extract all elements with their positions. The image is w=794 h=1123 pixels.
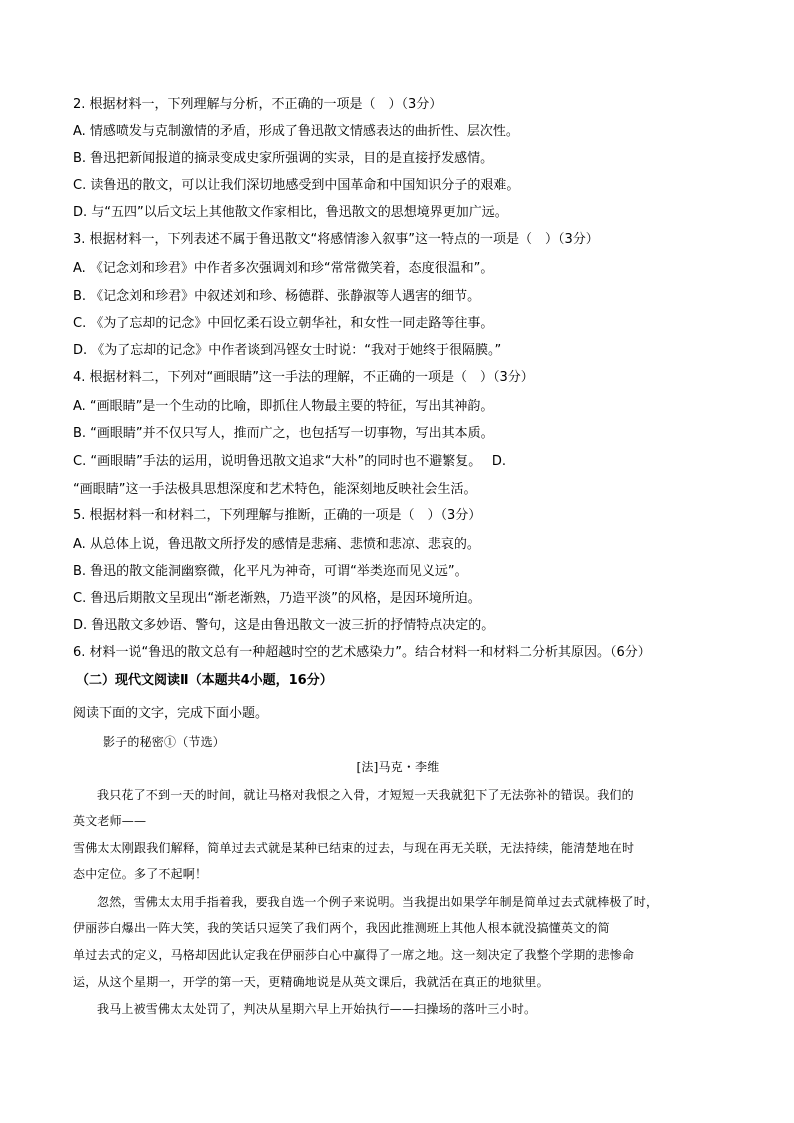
- question-2-option-d: D. 与“五四”以后文坛上其他散文作家相比，鲁迅散文的思想境界更加广远。: [73, 205, 508, 220]
- question-4-option-b: B. “画眼睛”并不仅只写人，推而广之，也包括写一切事物，写出其本质。: [73, 426, 494, 441]
- question-5-option-c: C. 鲁迅后期散文呈现出“渐老渐熟，乃造平淡”的风格，是因环境所迫。: [73, 591, 481, 606]
- question-4-stem: 4. 根据材料二，下列对“画眼睛”这一手法的理解，不正确的一项是（ ）（3分）: [73, 370, 534, 385]
- question-2-stem: 2. 根据材料一，下列理解与分析，不正确的一项是（ ）（3分）: [73, 97, 443, 112]
- story-paragraph-1-line-1: 我只花了不到一天的时间，就让马格对我恨之入骨，才短短一天我就犯下了无法弥补的错误。我们的: [97, 788, 634, 802]
- story-paragraph-2-line-1: 雪佛太太刚跟我们解释，简单过去式就是某种已结束的过去，与现在再无关联，无法持续，能清楚地在时: [73, 841, 635, 855]
- story-paragraph-3-line-4: 运，从这个星期一，开学的第一天，更精确地说是从英文课后，我就活在真正的地狱里。: [73, 975, 549, 989]
- section-2-heading: （二）现代文阅读Ⅱ（本题共4小题，16分）: [76, 673, 333, 688]
- story-paragraph-4-line-1: 我马上被雪佛太太处罚了，判决从星期六早上开始执行——扫操场的落叶三小时。: [97, 1002, 537, 1016]
- question-4-option-c: C. “画眼睛”手法的运用，说明鲁迅散文追求“大朴”的同时也不避繁复。 D.: [73, 454, 507, 469]
- story-paragraph-3-line-3: 单过去式的定义，马格却因此认定我在伊丽莎白心中赢得了一席之地。这一刻决定了我整个学期的悲惨命: [73, 948, 635, 962]
- question-6-stem: 6. 材料一说“鲁迅的散文总有一种超越时空的艺术感染力”。结合材料一和材料二分析其原因。（6分）: [73, 645, 651, 660]
- question-2-option-c: C. 读鲁迅的散文，可以让我们深切地感受到中国革命和中国知识分子的艰难。: [73, 178, 520, 193]
- question-3-option-b: B. 《记念刘和珍君》中叙述刘和珍、杨德群、张静淑等人遇害的细节。: [73, 289, 481, 304]
- question-5-stem: 5. 根据材料一和材料二，下列理解与推断，正确的一项是（ ）（3分）: [73, 508, 482, 523]
- story-paragraph-3-line-1: 忽然，雪佛太太用手指着我，要我自选一个例子来说明。当我提出如果学年制是简单过去式就棒极了时，: [97, 895, 659, 909]
- question-3-option-d: D. 《为了忘却的记念》中作者谈到冯铿女士时说：“我对于她终于很隔膜。”: [73, 343, 502, 358]
- question-2-option-a: A. 情感喷发与克制激情的矛盾，形成了鲁迅散文情感表达的曲折性、层次性。: [73, 124, 519, 139]
- story-paragraph-1-line-2: 英文老师——: [73, 814, 147, 828]
- story-paragraph-3-line-2: 伊丽莎白爆出一阵大笑，我的笑话只逗笑了我们两个，我因此推测班上其他人根本就没搞懂英文的简: [73, 921, 610, 935]
- question-3-stem: 3. 根据材料一，下列表述不属于鲁迅散文“将感情渗入叙事”这一特点的一项是（ ）（3分）: [73, 232, 599, 247]
- question-5-option-d: D. 鲁迅散文多妙语、警句，这是由鲁迅散文一波三折的抒情特点决定的。: [73, 618, 495, 633]
- question-5-option-a: A. 从总体上说，鲁迅散文所抒发的感情是悲痛、悲愤和悲凉、悲哀的。: [73, 537, 480, 552]
- question-5-option-b: B. 鲁迅的散文能洞幽察微，化平凡为神奇，可谓“举类迩而见义远”。: [73, 564, 468, 579]
- question-4-option-d: “画眼睛”这一手法极具思想深度和艺术特色，能深刻地反映社会生活。: [73, 482, 477, 497]
- story-author: [法]马克・李维: [356, 760, 440, 774]
- question-2-option-b: B. 鲁迅把新闻报道的摘录变成史家所强调的实录，目的是直接抒发感情。: [73, 151, 494, 166]
- question-3-option-c: C. 《为了忘却的记念》中回忆柔石设立朝华社，和女性一同走路等往事。: [73, 316, 494, 331]
- question-4-option-a: A. “画眼睛”是一个生动的比喻，即抓住人物最主要的特征，写出其神韵。: [73, 399, 494, 414]
- story-title: 影子的秘密①（节选）: [103, 735, 226, 749]
- story-paragraph-2-line-2: 态中定位。多了不起啊！: [73, 867, 208, 881]
- section-2-instruction: 阅读下面的文字，完成下面小题。: [73, 706, 269, 721]
- question-3-option-a: A. 《记念刘和珍君》中作者多次强调刘和珍“常常微笑着，态度很温和”。: [73, 261, 494, 276]
